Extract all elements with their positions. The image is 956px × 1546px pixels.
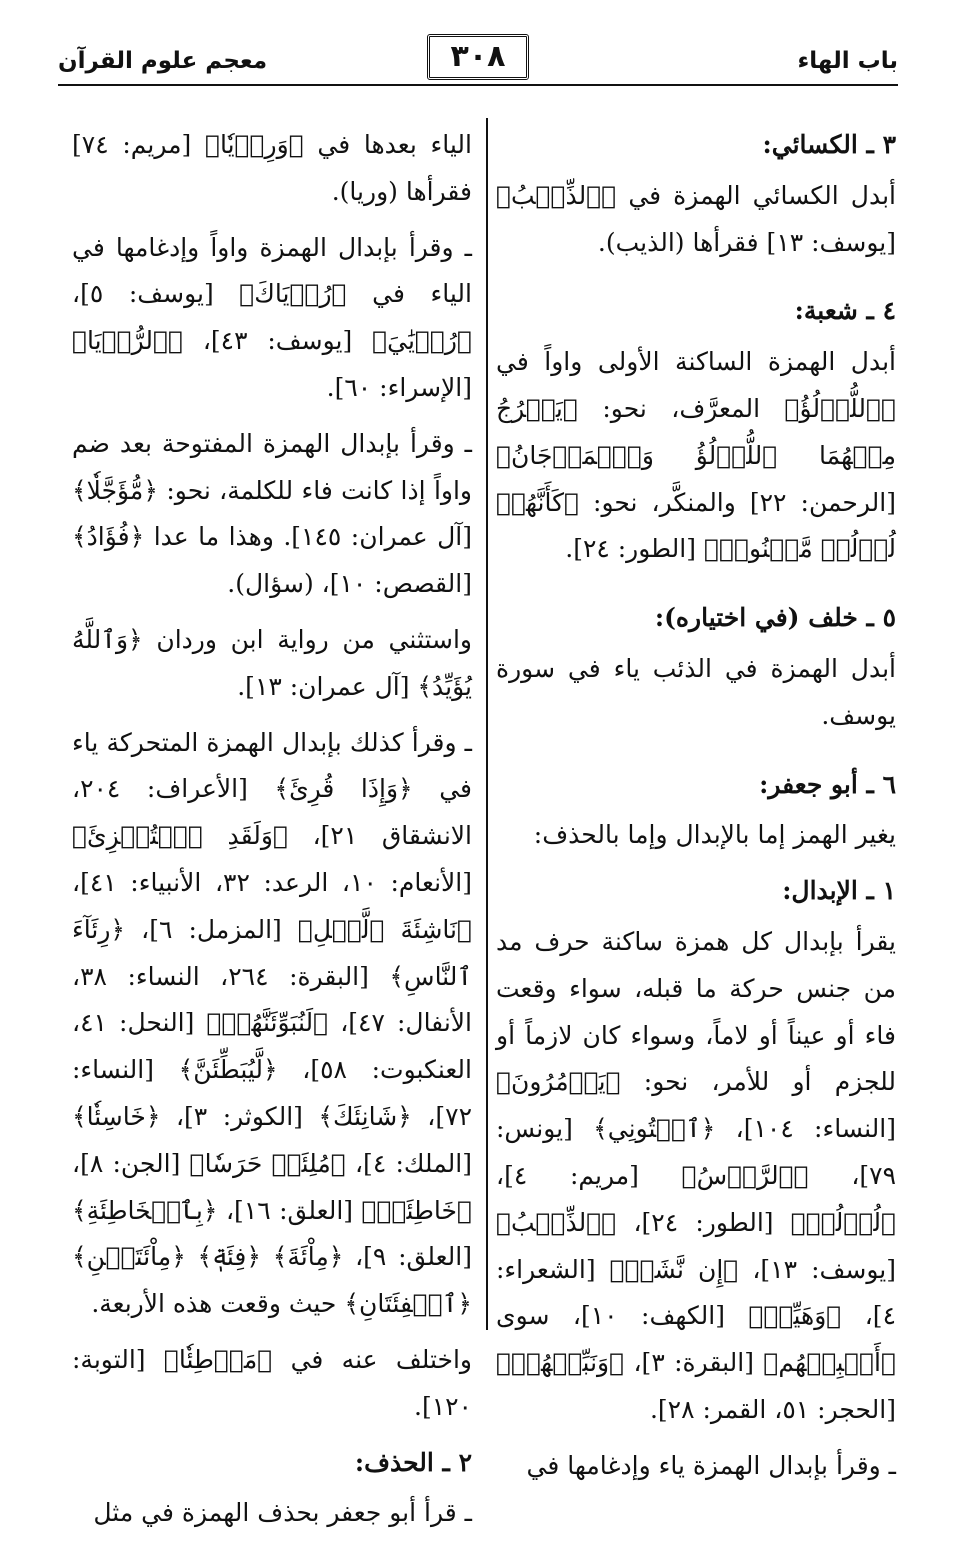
heading-ibdal: ١ ـ الإبدال: — [782, 876, 896, 906]
book-title: معجم علوم القرآن — [58, 48, 268, 74]
paragraph: ـ وقرأ كذلك بإبدال الهمزة المتحركة ياء في ﴿وَإِذَا قُرِئَ﴾ [الأعراف: ٢٠٤، الانشقاق ٢١]، ﴿وَلَقَدِ ٱسۡتُهۡزِئَ﴾ [الأنعام: ١٠، الرعد: ٣٢، الأنبياء: ٤١]، ﴿نَاشِئَةَ ٱلَّيۡلِ﴾ [المزمل: ٦]، ﴿رِئَآءَ ٱلنَّاسِ﴾ [البقرة: ٢٦٤، النساء: ٣٨، الأنفال: ٤٧]، ﴿لَنُبَوِّئَنَّهُمۡ﴾ [النحل: ٤١، العنكبوت: ٥٨]، ﴿لَّيُبَطِّئَنَّ﴾ [النساء: ٧٢]، ﴿شَانِئَكَ﴾ [الكوثر: ٣]، ﴿خَاسِئٗا﴾ [الملك: ٤]، ﴿مُلِئَتۡ حَرَسٗا﴾ [الجن: ٨]، ﴿خَاطِئَةٖ﴾ [العلق: ١٦]، ﴿بِٱلۡخَاطِئَةِ﴾ [العلق: ٩]، ﴿مِاْئَةَ﴾ ﴿فِئَةٖ﴾ ﴿مِاْئَتَيۡنِ﴾ ﴿ٱلۡفِئَتَانِ﴾ حيث وقعت هذه الأربعة. — [72, 727, 473, 1319]
right-column — [496, 122, 896, 1499]
page-header — [58, 34, 898, 86]
paragraph: يغير الهمز إما بالإبدال وإما بالحذف: — [533, 820, 896, 850]
paragraph: أبدل الكسائي الهمزة في ﴿ٱلذِّئۡبُ﴾ [يوسف: ١٣] فقرأها (الذيب). — [496, 180, 896, 257]
paragraph: ـ وقرأ بإبدال الهمزة واواً وإدغامها في الياء في ﴿رُءۡيَاكَ﴾ [يوسف: ٥]، ﴿رُءۡيَٰيَ﴾ [يوسف: ٤٣]، ﴿ٱلرُّءۡيَا﴾ [الإسراء: ٦٠]. — [72, 232, 472, 402]
paragraph: الياء بعدها في ﴿وَرِءۡيٗا﴾ [مريم: ٧٤] فقرأها (وريا). — [72, 130, 472, 206]
heading-shuba: ٤ ـ شعبة: — [794, 296, 896, 326]
header-rule — [58, 84, 898, 86]
left-column — [72, 122, 472, 1546]
paragraph: ـ وقرأ بإبدال الهمزة ياء وإدغامها في — [526, 1450, 896, 1480]
paragraph: يقرأ بإبدال كل همزة ساكنة حرف مد من جنس حركة ما قبله، سواء وقعت فاء أو عيناً أو لاماً، وسواء كان لازماً أو للجزم أو للأمر، نحو: ﴿يَأۡمُرُونَ﴾ [النساء: ١٠٤]، ﴿ٱئۡتُونِي﴾ [يونس: ٧٩]، ﴿ٱلرَّأۡسُ﴾ [مريم: ٤]، ﴿لُؤۡلُؤٞ﴾ [الطور: ٢٤]، ﴿ٱلذِّئۡبُ﴾ [يوسف: ١٣]، ﴿إِن نَّشَأۡ﴾ [الشعراء: ٤]، ﴿وَهَيِّئۡ﴾ [الكهف: ١٠]، سوى ﴿أَنۢبِئۡهُم﴾ [البقرة: ٣]، ﴿وَنَبِّئۡهُمۡ﴾ [الحجر: ٥١، القمر: ٢٨]. — [496, 926, 896, 1424]
paragraph: ـ قرأ أبو جعفر بحذف الهمزة في مثل — [93, 1498, 472, 1528]
column-divider — [486, 118, 488, 1330]
heading-abu-jafar: ٦ ـ أبو جعفر: — [759, 769, 896, 799]
heading-khalaf: ٥ ـ خلف (في اختياره): — [654, 603, 896, 633]
heading-kisai: ٣ ـ الكسائي: — [762, 130, 896, 159]
paragraph: أبدل الهمزة الساكنة الأولى واواً في ﴿ٱللُّؤۡلُؤُ﴾ المعرَّف، نحو: ﴿يَخۡرُجُ مِنۡهُمَا ٱللُّؤۡلُؤُ وَٱلۡمَرۡجَانُ﴾ [الرحمن: ٢٢] والمنكَّر، نحو: ﴿كَأَنَّهُمۡ لُؤۡلُؤٞ مَّكۡنُونٞ﴾ [الطور: ٢٤]. — [496, 347, 896, 564]
paragraph: أبدل الهمزة في الذئب ياء في سورة يوسف. — [496, 653, 896, 730]
paragraph: واستثني من رواية ابن وردان ﴿وَٱللَّهُ يُؤَيِّدُ﴾ [آل عمران: ١٣]. — [72, 624, 472, 701]
section-title: باب الهاء — [797, 48, 898, 74]
heading-hadhf: ٢ ـ الحذف: — [354, 1447, 472, 1477]
paragraph: واختلف عنه في ﴿مَوۡطِئٗا﴾ [التوبة: ١٢٠]. — [72, 1344, 472, 1421]
paragraph: ـ وقرأ بإبدال الهمزة المفتوحة بعد ضم واواً إذا كانت فاء للكلمة، نحو: ﴿مُّؤَجَّلٗا﴾ [آل عمران: ١٤٥]. وهذا ما عدا ﴿فُؤَادُ﴾ [القصص: ١٠]، (سؤال). — [72, 428, 472, 599]
page-number: ٣٠٨ — [427, 34, 529, 80]
